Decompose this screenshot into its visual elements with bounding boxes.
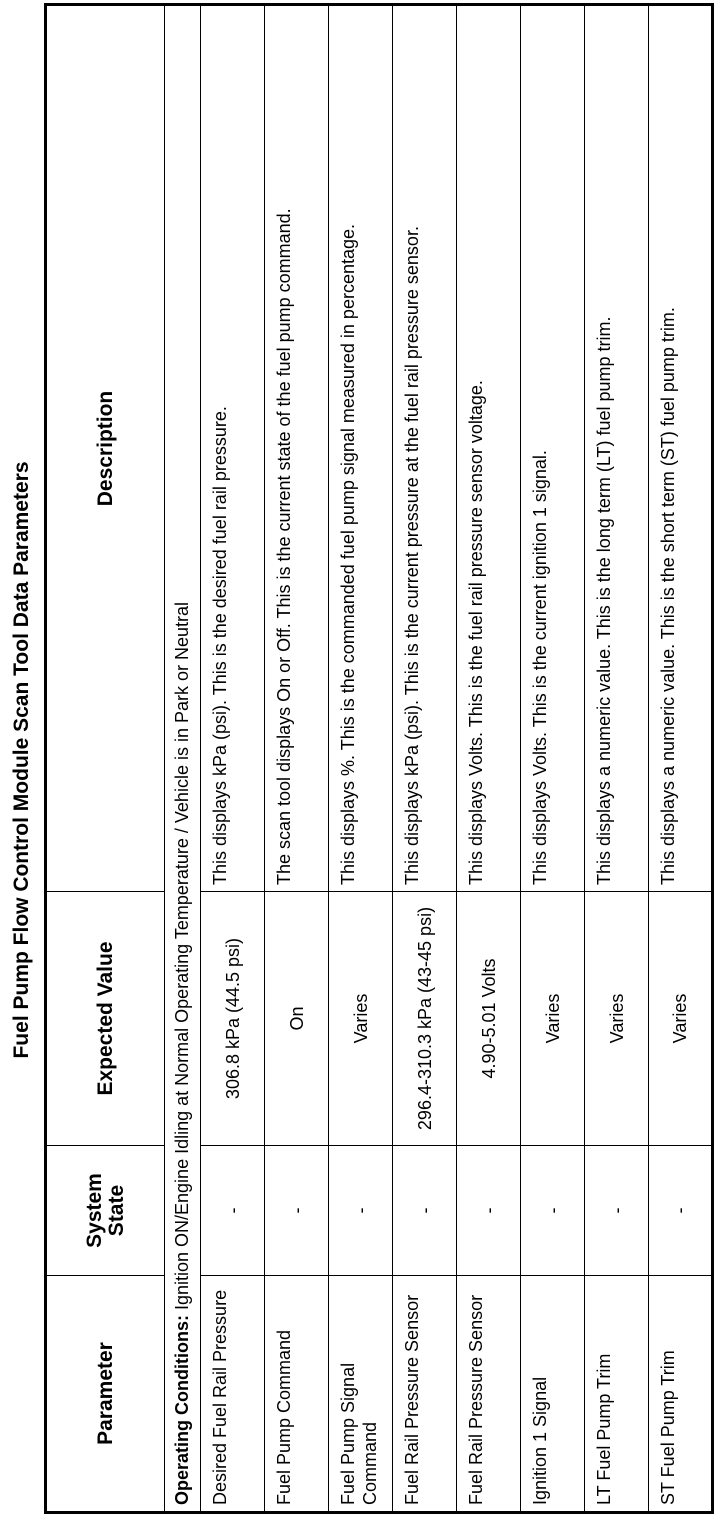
cell-system-state: - [457, 1146, 521, 1276]
cell-description: This displays a numeric value. This is the long term (LT) fuel pump trim. [585, 5, 649, 892]
cell-description: This displays Volts. This is the current ignition 1 signal. [521, 5, 585, 892]
header-expected-value: Expected Value [46, 892, 165, 1146]
cell-system-state: - [649, 1146, 713, 1276]
cell-description: This displays %. This is the commanded fuel pump signal measured in percentage. [329, 5, 393, 892]
cell-parameter: Fuel Pump Signal Command [329, 1276, 393, 1513]
cell-parameter: Fuel Pump Command [265, 1276, 329, 1513]
operating-conditions-text: Ignition ON/Engine Idling at Normal Operating Temperature / Vehicle is in Park or Neutral [172, 601, 192, 1316]
cell-expected-value: On [265, 892, 329, 1146]
document-title: Fuel Pump Flow Control Module Scan Tool Data Parameters [10, 461, 33, 1059]
cell-system-state: - [329, 1146, 393, 1276]
table-row [521, 5, 585, 1513]
cell-expected-value: 4.90-5.01 Volts [457, 892, 521, 1146]
cell-system-state: - [393, 1146, 457, 1276]
cell-parameter: ST Fuel Pump Trim [649, 1276, 713, 1513]
table-header-row [46, 5, 165, 1513]
cell-parameter: Desired Fuel Rail Pressure [201, 1276, 265, 1513]
table-row [585, 5, 649, 1513]
cell-system-state: - [521, 1146, 585, 1276]
table-row [265, 5, 329, 1513]
cell-description: The scan tool displays On or Off. This is the current state of the fuel pump command. [265, 5, 329, 892]
cell-system-state: - [265, 1146, 329, 1276]
table-row [329, 5, 393, 1513]
operating-conditions-label: Operating Conditions: [172, 1315, 192, 1505]
table-row [393, 5, 457, 1513]
cell-parameter: Ignition 1 Signal [521, 1276, 585, 1513]
cell-parameter: LT Fuel Pump Trim [585, 1276, 649, 1513]
table-row [649, 5, 713, 1513]
cell-expected-value: Varies [585, 892, 649, 1146]
cell-expected-value: 306.8 kPa (44.5 psi) [201, 892, 265, 1146]
table-row [201, 5, 265, 1513]
operating-conditions-row [165, 5, 201, 1513]
cell-expected-value: 296.4-310.3 kPa (43-45 psi) [393, 892, 457, 1146]
scan-tool-data-table [44, 3, 714, 1514]
cell-expected-value: Varies [329, 892, 393, 1146]
cell-parameter: Fuel Rail Pressure Sensor [393, 1276, 457, 1513]
cell-system-state: - [201, 1146, 265, 1276]
cell-description: This displays kPa (psi). This is the desired fuel rail pressure. [201, 5, 265, 892]
cell-description: This displays kPa (psi). This is the current pressure at the fuel rail pressure sensor. [393, 5, 457, 892]
header-system-state: System State [46, 1146, 165, 1276]
table-row [457, 5, 521, 1513]
cell-expected-value: Varies [521, 892, 585, 1146]
cell-expected-value: Varies [649, 892, 713, 1146]
cell-description: This displays a numeric value. This is the short term (ST) fuel pump trim. [649, 5, 713, 892]
cell-description: This displays Volts. This is the fuel rail pressure sensor voltage. [457, 5, 521, 892]
header-parameter: Parameter [46, 1276, 165, 1513]
cell-system-state: - [585, 1146, 649, 1276]
operating-conditions-cell [165, 5, 201, 1513]
cell-parameter: Fuel Rail Pressure Sensor [457, 1276, 521, 1513]
header-description: Description [46, 5, 165, 892]
